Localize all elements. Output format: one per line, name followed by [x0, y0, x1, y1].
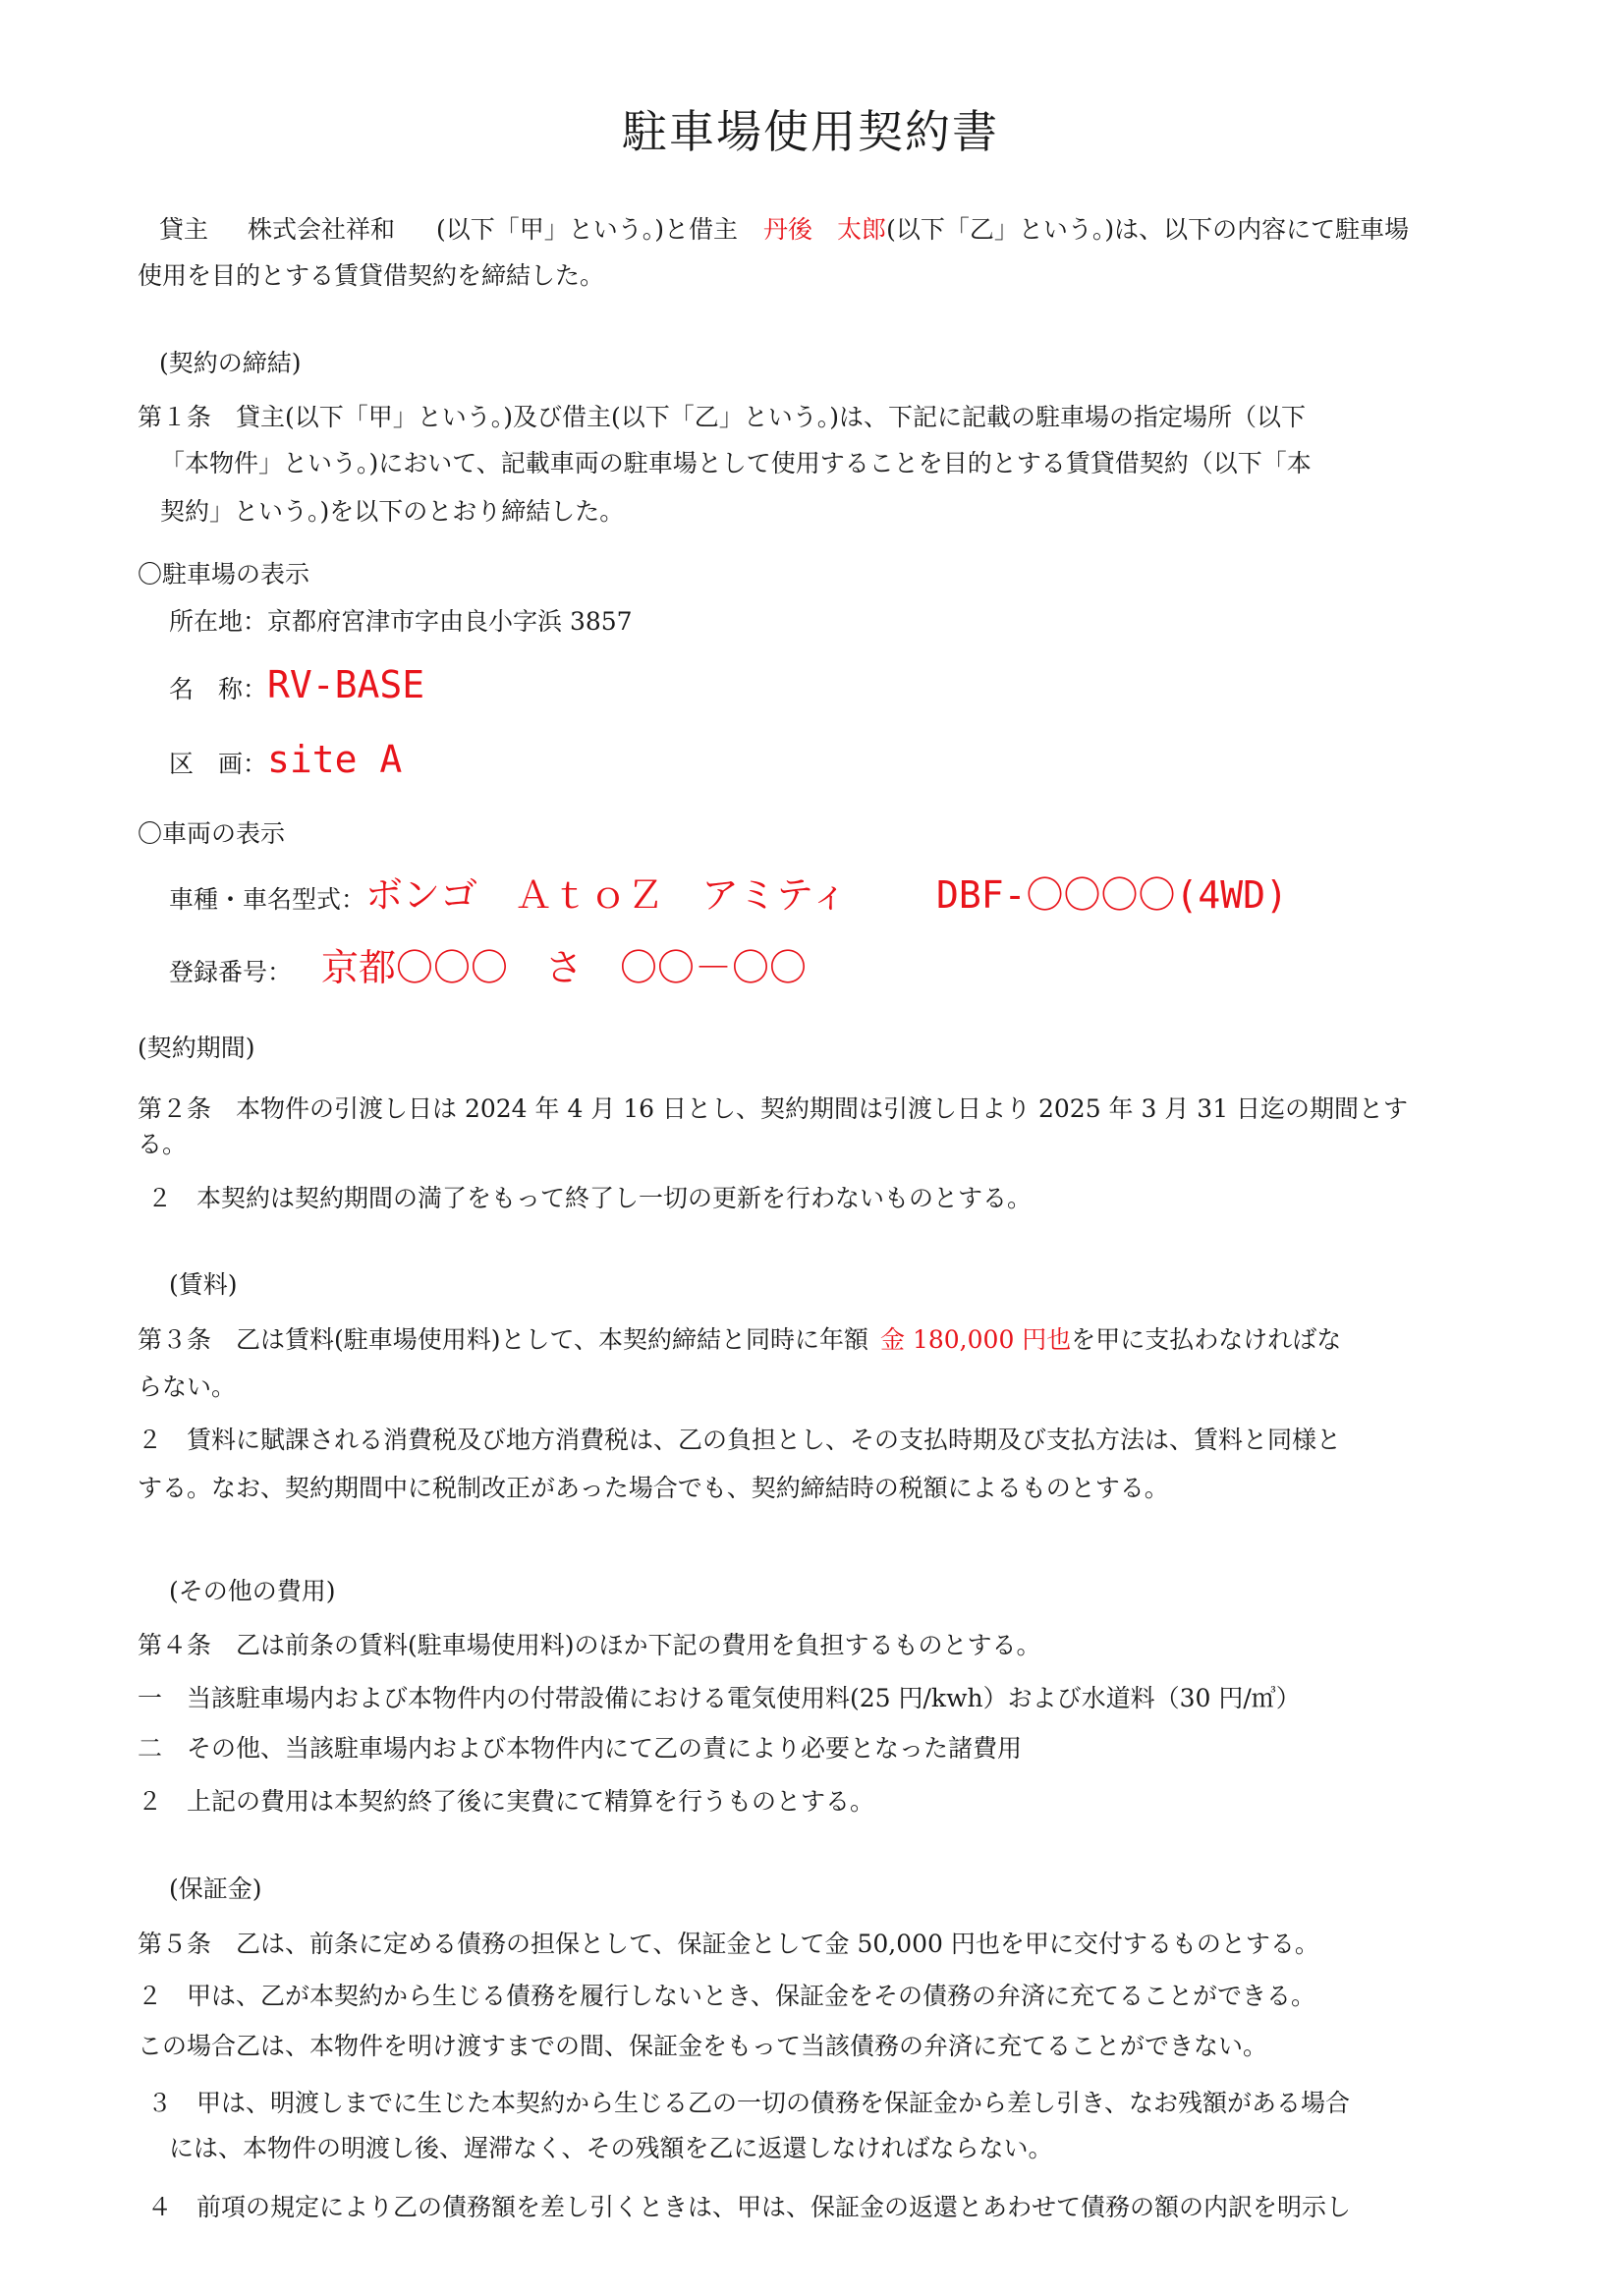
art1-line-3: 契約」という。)を以下のとおり締結した。 [160, 497, 625, 526]
art3-para-2-line-2: する。なお、契約期間中に税制改正があった場合でも、契約締結時の税額によるものとする。 [138, 1474, 1169, 1502]
art2-para-2: ２ 本契約は契約期間の満了をもって終了し一切の更新を行わないものとする。 [147, 1184, 1033, 1212]
name-label: 名 称： [169, 675, 268, 703]
vehicle-model-row [169, 870, 1288, 924]
borrower-name: 丹後 太郎 [763, 215, 887, 244]
lender-name: 株式会社祥和 [248, 215, 396, 244]
address-label: 所在地： [169, 607, 268, 636]
art3-heading: (賃料) [169, 1270, 238, 1299]
art4-item-1: 一 当該駐車場内および本物件内の付帯設備における電気使用料(25 円/kwh）および水道料（30 円/㎥） [138, 1684, 1301, 1712]
address-value: 京都府宮津市字由良小字浜 3857 [267, 607, 633, 636]
art4-heading: (その他の費用) [169, 1577, 336, 1605]
parking-address-row [169, 605, 633, 639]
art3-line-1-a: 第３条 乙は賃料(駐車場使用料)として、本契約締結と同時に年額 [138, 1325, 869, 1354]
art1-line-1: 第１条 貸主(以下「甲」という。)及び借主(以下「乙」という。)は、下記に記載の駐車場の指定場所（以下 [138, 403, 1307, 431]
lender-label: 貸主 [159, 215, 209, 244]
reg-label: 登録番号： [169, 958, 293, 986]
lender-suffix: (以下「甲」という。)と借主 [436, 215, 739, 244]
borrower-suffix: (以下「乙」という。)は、以下の内容にて駐車場 [886, 215, 1410, 244]
art4-item-2: 二 その他、当該駐車場内および本物件内にて乙の責により必要となった諸費用 [138, 1734, 1023, 1763]
section-label: 区 画： [169, 750, 268, 778]
vehicle-model-value: ボンゴ ＡｔｏＺ アミティ [365, 873, 848, 917]
art5-heading: (保証金) [169, 1875, 262, 1903]
art1-line-2: 「本物件」という。)において、記載車両の駐車場として使用することを目的とする賃貸借契約（以下「本 [160, 449, 1312, 477]
parking-section-row [169, 735, 402, 789]
parking-section-value: site A [267, 738, 403, 781]
vehicle-reg-value: 京都〇〇〇 さ 〇〇－〇〇 [321, 946, 808, 989]
parking-name-row [169, 660, 424, 714]
art3-line-1-b: を甲に支払わなければな [1071, 1325, 1342, 1354]
parking-heading: 〇駐車場の表示 [138, 560, 310, 588]
art5-line-1: 第５条 乙は、前条に定める債務の担保として、保証金として金 50,000 円也を甲に交付するものとする。 [138, 1930, 1319, 1958]
art5-para-2-line-1: ２ 甲は、乙が本契約から生じる債務を履行しないとき、保証金をその債務の弁済に充てることができる。 [138, 1982, 1316, 2010]
vehicle-model-code: DBF-〇〇〇〇(4WD) [935, 873, 1288, 917]
art2-line-2: る。 [138, 1130, 188, 1158]
art2-heading: (契約期間) [138, 1034, 255, 1062]
art3-line-2: らない。 [138, 1372, 237, 1401]
art3-para-2-line-1: ２ 賃料に賦課される消費税及び地方消費税は、乙の負担とし、その支払時期及び支払方法は、賃料と同様と [138, 1426, 1342, 1454]
art5-para-4-line-1: ４ 前項の規定により乙の債務額を差し引くときは、甲は、保証金の返還とあわせて債務の額の内訳を明示し [147, 2193, 1352, 2221]
model-label: 車種・車名型式： [169, 885, 366, 914]
art5-para-3-line-2: には、本物件の明渡し後、遅滞なく、その残額を乙に返還しなければならない。 [169, 2134, 1053, 2162]
art4-para-2: ２ 上記の費用は本契約終了後に実費にて精算を行うものとする。 [138, 1787, 875, 1816]
rent-amount: 金 180,000 円也 [880, 1325, 1072, 1354]
intro-line-1 [159, 213, 1409, 247]
document-title: 駐車場使用契約書 [622, 105, 999, 158]
vehicle-reg-row [169, 943, 807, 997]
intro-line-2: 使用を目的とする賃貸借契約を締結した。 [138, 261, 605, 290]
art1-heading: (契約の締結) [159, 349, 302, 377]
art3-line-1 [138, 1323, 1341, 1357]
vehicle-heading: 〇車両の表示 [138, 819, 286, 848]
art4-line-1: 第４条 乙は前条の賃料(駐車場使用料)のほか下記の費用を負担するものとする。 [138, 1631, 1041, 1659]
art2-line-1: 第２条 本物件の引渡し日は 2024 年 4 月 16 日とし、契約期間は引渡し日より 2025 年 3 月 31 日迄の期間とす [138, 1094, 1409, 1123]
parking-name-value: RV-BASE [267, 663, 425, 706]
art5-para-2-line-2: この場合乙は、本物件を明け渡すまでの間、保証金をもって当該債務の弁済に充てることができない。 [138, 2032, 1268, 2060]
art5-para-3-line-1: ３ 甲は、明渡しまでに生じた本契約から生じる乙の一切の債務を保証金から差し引き、なお残額がある場合 [147, 2089, 1351, 2117]
